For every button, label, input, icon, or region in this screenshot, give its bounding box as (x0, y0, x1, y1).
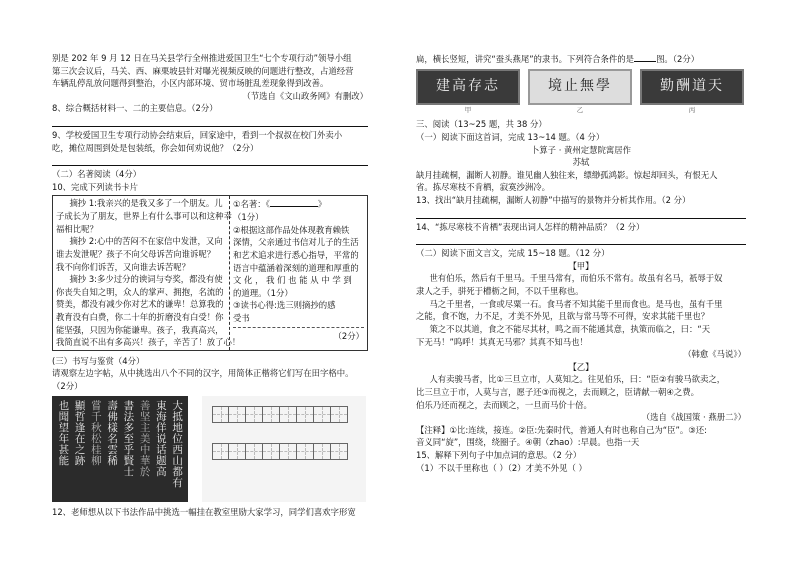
card-line: 教育没有白费，你二十年的折磨没有白受！你 (56, 311, 224, 322)
passage-jia-title: 【甲】 (568, 260, 594, 271)
poem-line: 省。拣尽寒枝不肯栖，寂寞沙洲冷。 (416, 182, 550, 193)
plaque-label: 甲 (464, 105, 472, 114)
calligraphy-column: 嘗千秋松桂柳 (89, 399, 102, 466)
passage-line: 之能，食不饱，力不足，才美不外见，且欲与常马等不可得，安求其能千里也？ (416, 311, 710, 322)
writing-cell[interactable] (280, 406, 297, 423)
writing-grid-area (202, 396, 366, 502)
passage-line: 人有卖骏马者，比①三旦立市，人莫知之。往见伯乐，曰：“臣②有骏马欲卖之， (429, 374, 726, 385)
card-line: 谁去发泄呢？孩子不向父母诉苦向谁诉呢？ (56, 248, 216, 259)
question-14: 14、“拣尽寒枝不肯栖”表现出词人怎样的精神品质？（2 分） (416, 221, 645, 232)
writing-cell[interactable] (263, 443, 280, 460)
reading-card (52, 195, 368, 350)
answer-line[interactable] (416, 234, 746, 245)
writing-cell[interactable] (246, 443, 263, 460)
card-task-line: 深情，父亲通过书信对儿子的生活 (233, 237, 359, 248)
subsection-title: （二）阅读下面文言文，完成 15~18 题。（12 分） (416, 248, 610, 259)
poem-title: 卜算子 · 黄州定慧院寓居作 (530, 144, 632, 155)
passage-source: （韩愈《马说》） (683, 349, 746, 360)
card-task-line: （2分） (333, 330, 364, 341)
writing-cell[interactable] (246, 406, 263, 423)
annotation-line: 音义同“旋”，围绕，绕圈子。④朝（zhao）:早晨。也指一天 (416, 437, 640, 448)
plaque-yi: 境止無學 (528, 69, 632, 105)
section-instruction: 请观察左边字帖，从中挑选出八个不同的汉字，用简体正楷将它们写在田字格中。 (52, 368, 354, 379)
right-column (416, 52, 746, 474)
writing-cell[interactable] (280, 443, 297, 460)
card-task-line: 受书 (233, 312, 250, 323)
writing-cell[interactable] (229, 406, 246, 423)
card-task-line: （1分） (233, 212, 264, 223)
card-line: 子成长为了朋友，世界上有什么事可以和这种幸 (56, 211, 232, 222)
writing-cell[interactable] (331, 443, 348, 460)
card-tasks (230, 196, 367, 349)
tianzige-grid (212, 443, 362, 460)
question-13: 13、找出“缺月挂疏桐，漏断人初静”中描写的景物并分析其作用。（2 分） (416, 195, 691, 206)
intro-line: 别是 202 年 9 月 12 日在马关县学行全州推进爱国卫生“七个专项行动”领导小组 (52, 53, 352, 63)
passage-line: 比三旦立于市，人莫与言，愿子还③而视之，去而顾之，臣请献一朝④之费。 (416, 386, 700, 397)
writing-cell[interactable] (297, 443, 314, 460)
card-task-line: ③读书心得:选三则摘抄的感 (233, 300, 336, 311)
card-task-line: ②根据这部作品处体现教育赖铁 (233, 224, 350, 235)
calligraphy-plaques (416, 69, 746, 105)
card-line: 摘抄 3:多少过分的谀词与夸奖，都没有使 (69, 274, 223, 285)
writing-cell[interactable] (212, 443, 229, 460)
source-note: （节选自《文山政务网》有删改） (242, 90, 368, 101)
poem-author: 苏轼 (572, 157, 590, 168)
card-excerpts (53, 196, 241, 349)
section-title: 三、阅读（13~25 题，共 38 分） (416, 119, 547, 130)
intro-line: 第三次会议后，马关、西、麻栗坡县针对曝光视频反映的问题进行整改，占道经营 (52, 65, 354, 76)
question-15: 15、解释下列句子中加点词的意思。（2 分） (416, 449, 582, 460)
card-line: 我简直说不出有多高兴！孩子，辛苦了！放了心！ (56, 337, 241, 348)
card-task-line: 文 化 ， 我 们 也 能 从 中 学 到 (233, 275, 352, 286)
question-10: 10、完成下列读书卡片 (52, 181, 139, 192)
question-12-cont: 扁，横长竖短，讲究“蚕头燕尾”的隶书。下列符合条件的是 图。（2分） (416, 54, 700, 64)
calligraphy-column: 大抵地位西山都有 (171, 399, 184, 488)
annotation-line: 【注释】①比:连续，接连。②臣:先秦时代，普通人有时也称自己为“臣”。③还: (416, 424, 707, 435)
calligraphy-column: 書法多至乎賢士 (122, 399, 135, 477)
answer-line[interactable] (52, 116, 368, 127)
plaque-bing: 勤酬道天 (640, 69, 744, 105)
card-line: 摘抄 2:心中的苦闷不在家信中发泄，又向 (69, 236, 223, 247)
calligraphy-rubbing (52, 396, 188, 502)
writing-cell[interactable] (331, 406, 348, 423)
writing-cell[interactable] (314, 406, 331, 423)
passage-line: 策之不以其道，食之不能尽其材，鸣之而不能通其意，执策而临之，曰：“天 (429, 323, 711, 334)
tianzige-grid (212, 406, 362, 423)
passage-line: 伯乐乃还而视之，去而顾之，一旦而马价十倍。 (416, 399, 592, 410)
answer-line[interactable] (416, 208, 746, 219)
card-task-line: ①名著：《 》 (233, 199, 327, 210)
calligraphy-column: 也聞望年甚能 (57, 399, 70, 466)
poem-line: 缺月挂疏桐，漏断人初静。谁见幽人独往来，缥缈孤鸿影。惊起却回头，有恨无人 (416, 169, 718, 180)
question-12: 12、老师想从以下书法作品中挑选一幅挂在教室里励大家学习，同学们喜欢字形宽 (52, 506, 356, 517)
calligraphy-row (52, 396, 368, 502)
writing-cell[interactable] (297, 406, 314, 423)
question-15-items: （1）不以千里称也（ ）（2）才美不外见（ ） (416, 462, 587, 473)
calligraphy-column: 東海佯说话题高 (154, 399, 167, 477)
calligraphy-column: 顯哲逢在之跡 (73, 399, 86, 466)
card-task-line: 语言中蕴涵着深刻的道理和厚重的 (233, 262, 359, 273)
passage-line: 下无马！”呜呼！其真无马邪？其真不知马也！ (416, 336, 588, 347)
question-9: 9、学校爱国卫生专项行动协会结束后，回家途中，看到一个叔叔在校门外卖小 (52, 130, 343, 141)
question-9-cont: 吃，摊位周围到处是包装纸，你会如何劝说他？（2分） (52, 142, 259, 153)
answer-dash[interactable] (233, 327, 364, 328)
passage-line: 世有伯乐，然后有千里马。千里马常有，而伯乐不常有。故虽有名马，祇辱于奴 (429, 273, 723, 284)
passage-source: （选自《战国策 · 燕册二》） (641, 412, 746, 423)
card-line: 你丧失自知之明，众人的掌声、拥抱，名流的 (56, 286, 224, 297)
plaque-labels (416, 106, 746, 116)
intro-line: 车辆乱停乱放问题得到整治，小区内部环境、贸市场脏乱差现象得到改善。 (52, 78, 329, 89)
card-line: 摘抄 1:我亲兴的是我又多了一个朋友。儿 (69, 198, 223, 209)
calligraphy-column: 壽佛樣名雲稀 (106, 399, 119, 466)
card-line: 赞美，都没有减少你对艺术的谦卑！总算我的 (56, 299, 224, 310)
subsection-title: （一）阅读下面这首词，完成 13~14 题。（4 分） (416, 131, 605, 142)
answer-line[interactable] (52, 155, 368, 166)
left-column (52, 52, 368, 518)
card-line: 能坚强，只因为你能谦卑。孩子，我真高兴， (56, 324, 224, 335)
plaque-jia: 建高存志 (416, 69, 520, 105)
passage-yi-title: 【乙】 (568, 361, 594, 372)
fill-blank[interactable] (270, 197, 318, 207)
plaque-label: 丙 (688, 105, 696, 114)
writing-cell[interactable] (263, 406, 280, 423)
card-line: 我不向你们诉苦，又向谁去诉苦呢？ (56, 261, 190, 272)
section-title: （二）名著阅读（4分） (52, 169, 142, 180)
calligraphy-column: 善坚主美中華於 (138, 399, 151, 477)
question-8: 8、综合概括材料一、二的主要信息。（2分） (52, 103, 218, 114)
writing-cell[interactable] (314, 443, 331, 460)
section-title: (三）书写与鉴赏（4分） (52, 355, 145, 366)
card-line: 福相比呢？ (56, 223, 98, 234)
section-instruction-cont: （2分） (52, 381, 83, 392)
writing-cell[interactable] (212, 406, 229, 423)
passage-line: 隶人之手，骈死于槽枥之间，不以千里称也。 (416, 286, 584, 297)
writing-cell[interactable] (229, 443, 246, 460)
fill-blank[interactable] (634, 52, 656, 62)
card-task-line: 和艺术追求进行悉心指导，平常的 (233, 249, 359, 260)
passage-line: 马之千里者，一食或尽粟一石。食马者不知其能千里而食也。是马也，虽有千里 (429, 298, 723, 309)
plaque-label: 乙 (576, 105, 584, 114)
card-task-line: 的道理。（1分） (233, 287, 293, 298)
